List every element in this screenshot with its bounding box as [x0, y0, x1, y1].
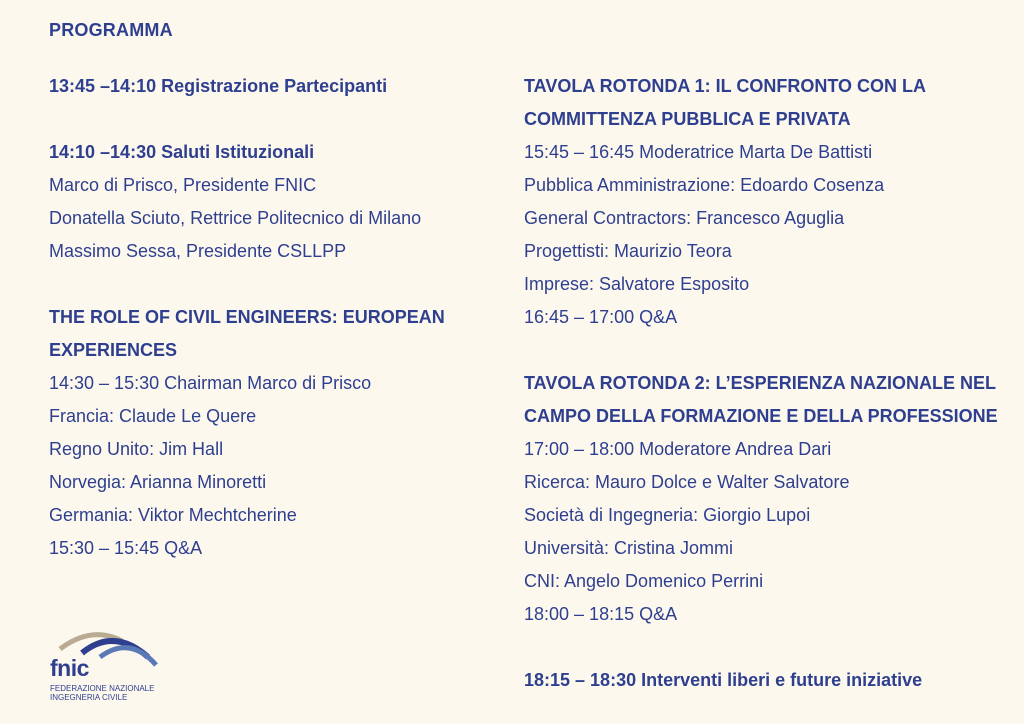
logo-subtitle-line-2: INGEGNERIA CIVILE: [50, 693, 128, 702]
list-item: Francia: Claude Le Quere: [49, 406, 257, 426]
right-column: [524, 70, 1004, 697]
page-title: PROGRAMMA: [49, 20, 173, 40]
list-item: 17:00 – 18:00 Moderatore Andrea Dari: [524, 439, 832, 459]
logo-subtitle-line-1: FEDERAZIONE NAZIONALE: [50, 684, 155, 693]
list-item: 18:00 – 18:15 Q&A: [524, 604, 678, 624]
list-item: Imprese: Salvatore Esposito: [524, 274, 750, 294]
list-item: CNI: Angelo Domenico Perrini: [524, 571, 764, 591]
list-item: Donatella Sciuto, Rettrice Politecnico di Milano: [49, 208, 422, 228]
logo-wordmark: fnic: [50, 655, 89, 681]
list-item: Progettisti: Maurizio Teora: [524, 241, 732, 261]
list-item: General Contractors: Francesco Aguglia: [524, 208, 845, 228]
greetings-title: 14:10 –14:30 Saluti Istituzionali: [49, 142, 315, 162]
list-item: Norvegia: Arianna Minoretti: [49, 472, 267, 492]
registration-line: 13:45 –14:10 Registrazione Partecipanti: [49, 76, 388, 96]
list-item: Regno Unito: Jim Hall: [49, 439, 224, 459]
logo-subtitle: [50, 684, 154, 702]
session-title-line-2: EXPERIENCES: [49, 340, 178, 360]
list-item: Ricerca: Mauro Dolce e Walter Salvatore: [524, 472, 850, 492]
list-item: Pubblica Amministrazione: Edoardo Cosenza: [524, 175, 885, 195]
closing-line: 18:15 – 18:30 Interventi liberi e future iniziative: [524, 670, 923, 690]
list-item: 16:45 – 17:00 Q&A: [524, 307, 678, 327]
session-title-line-1: THE ROLE OF CIVIL ENGINEERS: EUROPEAN: [49, 307, 445, 327]
round1-title-line-1: TAVOLA ROTONDA 1: IL CONFRONTO CON LA: [524, 76, 926, 96]
list-item: Università: Cristina Jommi: [524, 538, 734, 558]
list-item: 15:45 – 16:45 Moderatrice Marta De Battisti: [524, 142, 873, 162]
left-column: [49, 70, 499, 565]
round1-title-line-2: COMMITTENZA PUBBLICA E PRIVATA: [524, 109, 851, 129]
list-item: 14:30 – 15:30 Chairman Marco di Prisco: [49, 373, 372, 393]
fnic-logo: [50, 625, 165, 705]
list-item: Germania: Viktor Mechtcherine: [49, 505, 297, 525]
round2-title-line-2: CAMPO DELLA FORMAZIONE E DELLA PROFESSIONE: [524, 406, 998, 426]
list-item: Massimo Sessa, Presidente CSLLPP: [49, 241, 347, 261]
list-item: 15:30 – 15:45 Q&A: [49, 538, 203, 558]
list-item: Società di Ingegneria: Giorgio Lupoi: [524, 505, 811, 525]
round2-title-line-1: TAVOLA ROTONDA 2: L’ESPERIENZA NAZIONALE NEL: [524, 373, 997, 393]
list-item: Marco di Prisco, Presidente FNIC: [49, 175, 317, 195]
